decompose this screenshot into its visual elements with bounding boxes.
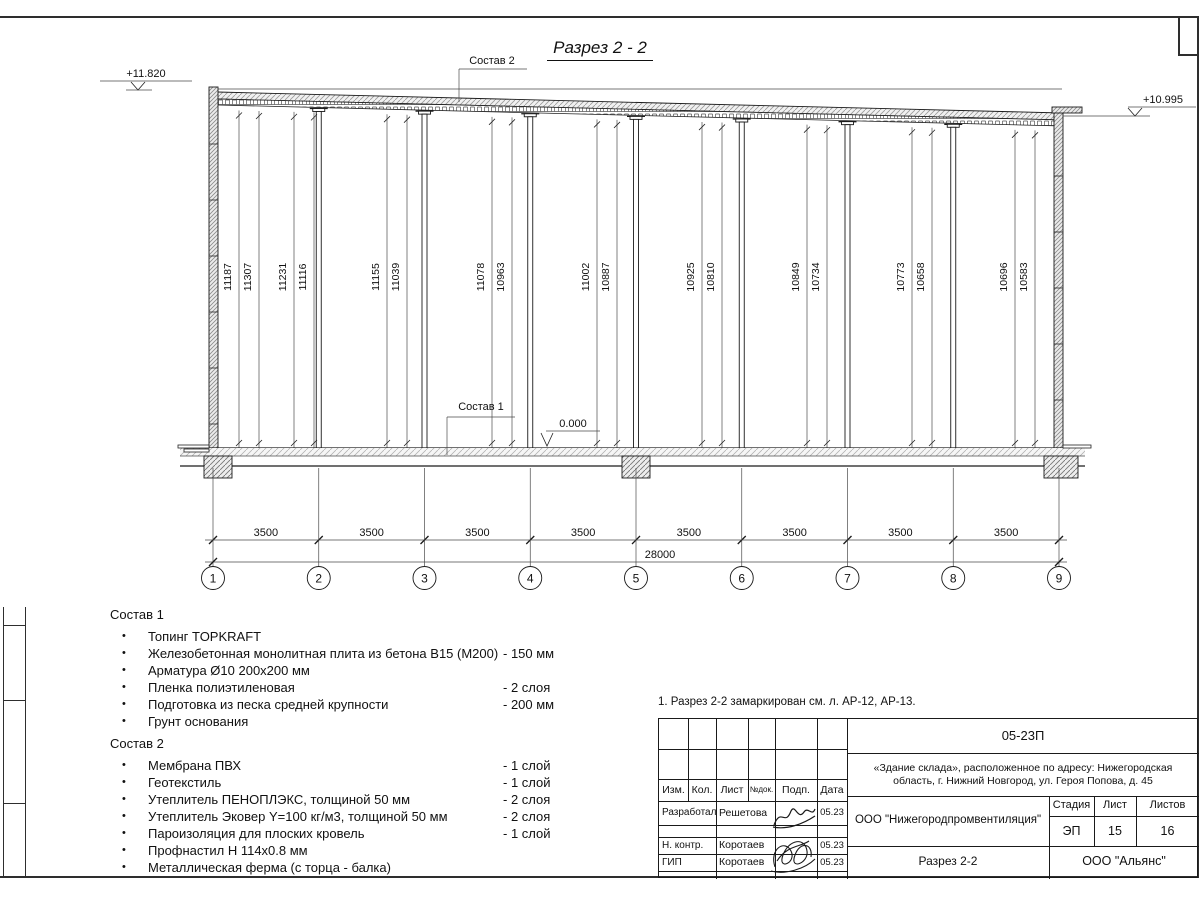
bullet: • <box>122 827 126 839</box>
height-label: 10810 <box>705 262 717 292</box>
total-dim-label: 28000 <box>644 549 676 561</box>
col-dok: №док. <box>749 785 774 795</box>
composition-item <box>110 662 590 679</box>
margin-line <box>3 607 4 877</box>
right-wall <box>1054 112 1063 448</box>
height-label: 11116 <box>297 263 309 291</box>
titleblock-line <box>1136 796 1137 846</box>
item-name: Арматура Ø10 200х200 мм <box>148 663 310 678</box>
sheet-note: 1. Разрез 2-2 замаркирован см. л. АР-12, АР-13. <box>658 696 916 708</box>
bay-dim-label: 3500 <box>465 527 490 539</box>
composition-1-title: Состав 1 <box>110 607 164 622</box>
height-label: 10583 <box>1018 262 1030 292</box>
titleblock-line <box>748 719 749 801</box>
bullet: • <box>122 810 126 822</box>
bullet: • <box>122 844 126 856</box>
axis-number: 2 <box>315 571 323 586</box>
sheets-label: Листов <box>1149 799 1186 812</box>
height-label: 10925 <box>685 262 697 292</box>
item-value: - 1 слой <box>503 758 551 773</box>
composition-2-title: Состав 2 <box>110 736 164 751</box>
height-label: 11155 <box>370 263 382 291</box>
titleblock-line <box>847 796 1199 797</box>
column <box>739 122 744 448</box>
titleblock-line <box>775 719 776 879</box>
axis-number: 8 <box>949 571 957 586</box>
titleblock-line <box>847 753 1199 754</box>
bay-dim-label: 3500 <box>782 527 807 539</box>
item-value: - 1 слой <box>503 775 551 790</box>
bullet: • <box>122 759 126 771</box>
bullet: • <box>122 793 126 805</box>
page-title-text: Разрез 2 - 2 <box>547 38 653 61</box>
edge-detail <box>1063 445 1091 448</box>
titleblock-line <box>688 719 689 801</box>
axis-number: 6 <box>738 571 746 586</box>
person-role: Разработал <box>662 807 717 818</box>
stage-value: ЭП <box>1062 823 1081 838</box>
axis-number: 5 <box>632 571 640 586</box>
titleblock-line <box>659 749 847 750</box>
bay-dim-label: 3500 <box>359 527 384 539</box>
margin-line <box>3 625 25 626</box>
col-data: Дата <box>820 783 844 796</box>
bullet: • <box>122 776 126 788</box>
column <box>422 114 427 448</box>
level-arrow <box>1128 108 1142 116</box>
bay-dim-label: 3500 <box>888 527 913 539</box>
composition-item <box>110 628 590 645</box>
person-name: Коротаев <box>719 856 765 869</box>
bullet: • <box>122 630 126 642</box>
sheets-total: 16 <box>1160 823 1175 838</box>
column-capital <box>842 122 854 125</box>
doc-number: 05-23П <box>1001 728 1045 744</box>
column <box>634 119 639 448</box>
person-role: ГИП <box>662 856 682 868</box>
signature-developer <box>771 803 817 831</box>
height-label: 10734 <box>810 262 822 292</box>
composition-item <box>110 842 590 859</box>
composition-item <box>110 713 590 730</box>
sheet-number: 15 <box>1108 823 1122 838</box>
axis-number: 9 <box>1055 571 1063 586</box>
bay-dim-label: 3500 <box>570 527 596 539</box>
margin-line <box>3 700 25 701</box>
composition-1-list <box>110 607 590 730</box>
item-name: Металлическая ферма (с торца - балка) <box>148 860 391 875</box>
sign-date: 05.23 <box>820 856 844 868</box>
margin-line <box>3 803 25 804</box>
bullet: • <box>122 861 126 873</box>
sheet-label: Лист <box>1103 799 1127 812</box>
item-name: Мембрана ПВХ <box>148 758 242 773</box>
margin-line <box>25 607 26 877</box>
bullet: • <box>122 698 126 710</box>
right-parapet-cap <box>1052 107 1082 113</box>
height-label: 11231 <box>277 262 289 292</box>
composition-item <box>110 808 590 825</box>
height-label: 10658 <box>915 262 927 292</box>
titleblock-line <box>1094 796 1095 846</box>
elevation-left-label: +11.820 <box>126 68 166 80</box>
column-capital <box>419 111 431 114</box>
foundation-pad <box>204 456 232 478</box>
project-description: «Здание склада», расположенное по адресу: Нижегородская область, г. Нижний Новгород, ул. Героя Попова, д. 45 <box>873 761 1173 787</box>
titleblock-line <box>659 825 847 826</box>
item-name: Утеплитель ПЕНОПЛЭКС, толщиной 50 мм <box>148 792 411 807</box>
org-name: ООО "Нижегородпромвентиляция" <box>854 814 1042 827</box>
callout-roof-label: Состав 2 <box>469 55 515 67</box>
height-label: 10963 <box>495 262 507 292</box>
titleblock-line <box>659 871 847 872</box>
column-capital <box>524 114 536 117</box>
column <box>845 125 850 448</box>
item-name: Грунт основания <box>148 714 249 729</box>
item-value: - 150 мм <box>503 646 555 661</box>
item-name: Подготовка из песка средней крупности <box>148 697 389 712</box>
item-name: Пленка полиэтиленовая <box>148 680 295 695</box>
item-name: Железобетонная монолитная плита из бетона В15 (М200) <box>148 646 499 661</box>
level-arrow <box>131 82 145 90</box>
contractor-name: ООО "Альянс" <box>1082 854 1166 868</box>
composition-2-list <box>110 736 590 876</box>
sign-date: 05.23 <box>820 807 844 819</box>
titleblock-line <box>1049 796 1050 879</box>
col-podp: Подп. <box>782 783 810 796</box>
zero-level-label: 0.000 <box>559 418 587 430</box>
stage-label: Стадия <box>1052 799 1091 812</box>
height-label: 11187 <box>222 263 234 291</box>
floor-hatch <box>180 448 1085 456</box>
col-izm: Изм. <box>662 783 685 796</box>
height-label: 11078 <box>475 262 487 292</box>
elevation-right-label: +10.995 <box>1142 94 1184 106</box>
composition-item <box>110 679 590 696</box>
item-value: - 2 слоя <box>503 680 551 695</box>
left-wall <box>209 87 218 448</box>
composition-item <box>110 757 590 774</box>
person-name: Решетова <box>719 806 768 819</box>
composition-item <box>110 645 590 662</box>
callout-floor-label: Состав 1 <box>458 401 504 413</box>
bay-dim-label: 3500 <box>253 527 279 539</box>
height-label: 11307 <box>242 262 254 292</box>
composition-2-items <box>110 757 590 876</box>
item-value: - 200 мм <box>503 697 555 712</box>
bay-dim-label: 3500 <box>676 527 702 539</box>
edge-detail <box>184 449 209 452</box>
edge-detail <box>178 445 209 448</box>
level-arrow <box>541 433 553 446</box>
person-role: Н. контр. <box>662 839 704 851</box>
person-name: Коротаев <box>719 839 765 852</box>
height-label: 11039 <box>390 262 402 292</box>
column <box>528 117 533 448</box>
column <box>316 112 321 448</box>
item-value: - 2 слоя <box>503 809 551 824</box>
composition-item <box>110 859 590 876</box>
composition-item <box>110 696 590 713</box>
sign-date: 05.23 <box>820 839 844 851</box>
item-name: Пароизоляция для плоских кровель <box>148 826 365 841</box>
col-list: Лист <box>720 783 744 796</box>
axis-number: 7 <box>844 571 851 586</box>
bullet: • <box>122 715 126 727</box>
col-kol: Кол. <box>691 783 713 796</box>
height-label: 10773 <box>895 262 907 292</box>
item-name: Утеплитель Эковер Y=100 кг/м3, толщиной 50 мм <box>148 809 448 824</box>
titleblock-line <box>1049 816 1199 817</box>
title-block <box>658 718 1198 878</box>
composition-item <box>110 791 590 808</box>
bullet: • <box>122 681 126 693</box>
item-name: Геотекстиль <box>148 775 222 790</box>
bullet: • <box>122 664 126 676</box>
height-label: 10696 <box>998 262 1010 292</box>
axis-number: 1 <box>209 571 217 586</box>
composition-item <box>110 774 590 791</box>
item-value: - 1 слой <box>503 826 551 841</box>
composition-1-items <box>110 628 590 730</box>
item-value: - 2 слоя <box>503 792 551 807</box>
bay-dim-label: 3500 <box>993 527 1019 539</box>
height-label: 10887 <box>600 262 612 292</box>
foundation-pad <box>1044 456 1078 478</box>
drawing-name: Разрез 2-2 <box>918 854 978 869</box>
item-name: Топинг TOPKRAFT <box>148 629 262 644</box>
height-label: 10849 <box>790 262 802 292</box>
axis-number: 3 <box>421 571 428 586</box>
item-name: Профнастил Н 114х0.8 мм <box>148 843 308 858</box>
titleblock-line <box>847 846 1199 847</box>
titleblock-line <box>659 779 847 780</box>
titleblock-line <box>847 719 848 879</box>
bullet: • <box>122 647 126 659</box>
axis-number: 4 <box>526 571 534 586</box>
column <box>951 127 956 448</box>
height-label: 11002 <box>580 262 592 292</box>
composition-item <box>110 825 590 842</box>
